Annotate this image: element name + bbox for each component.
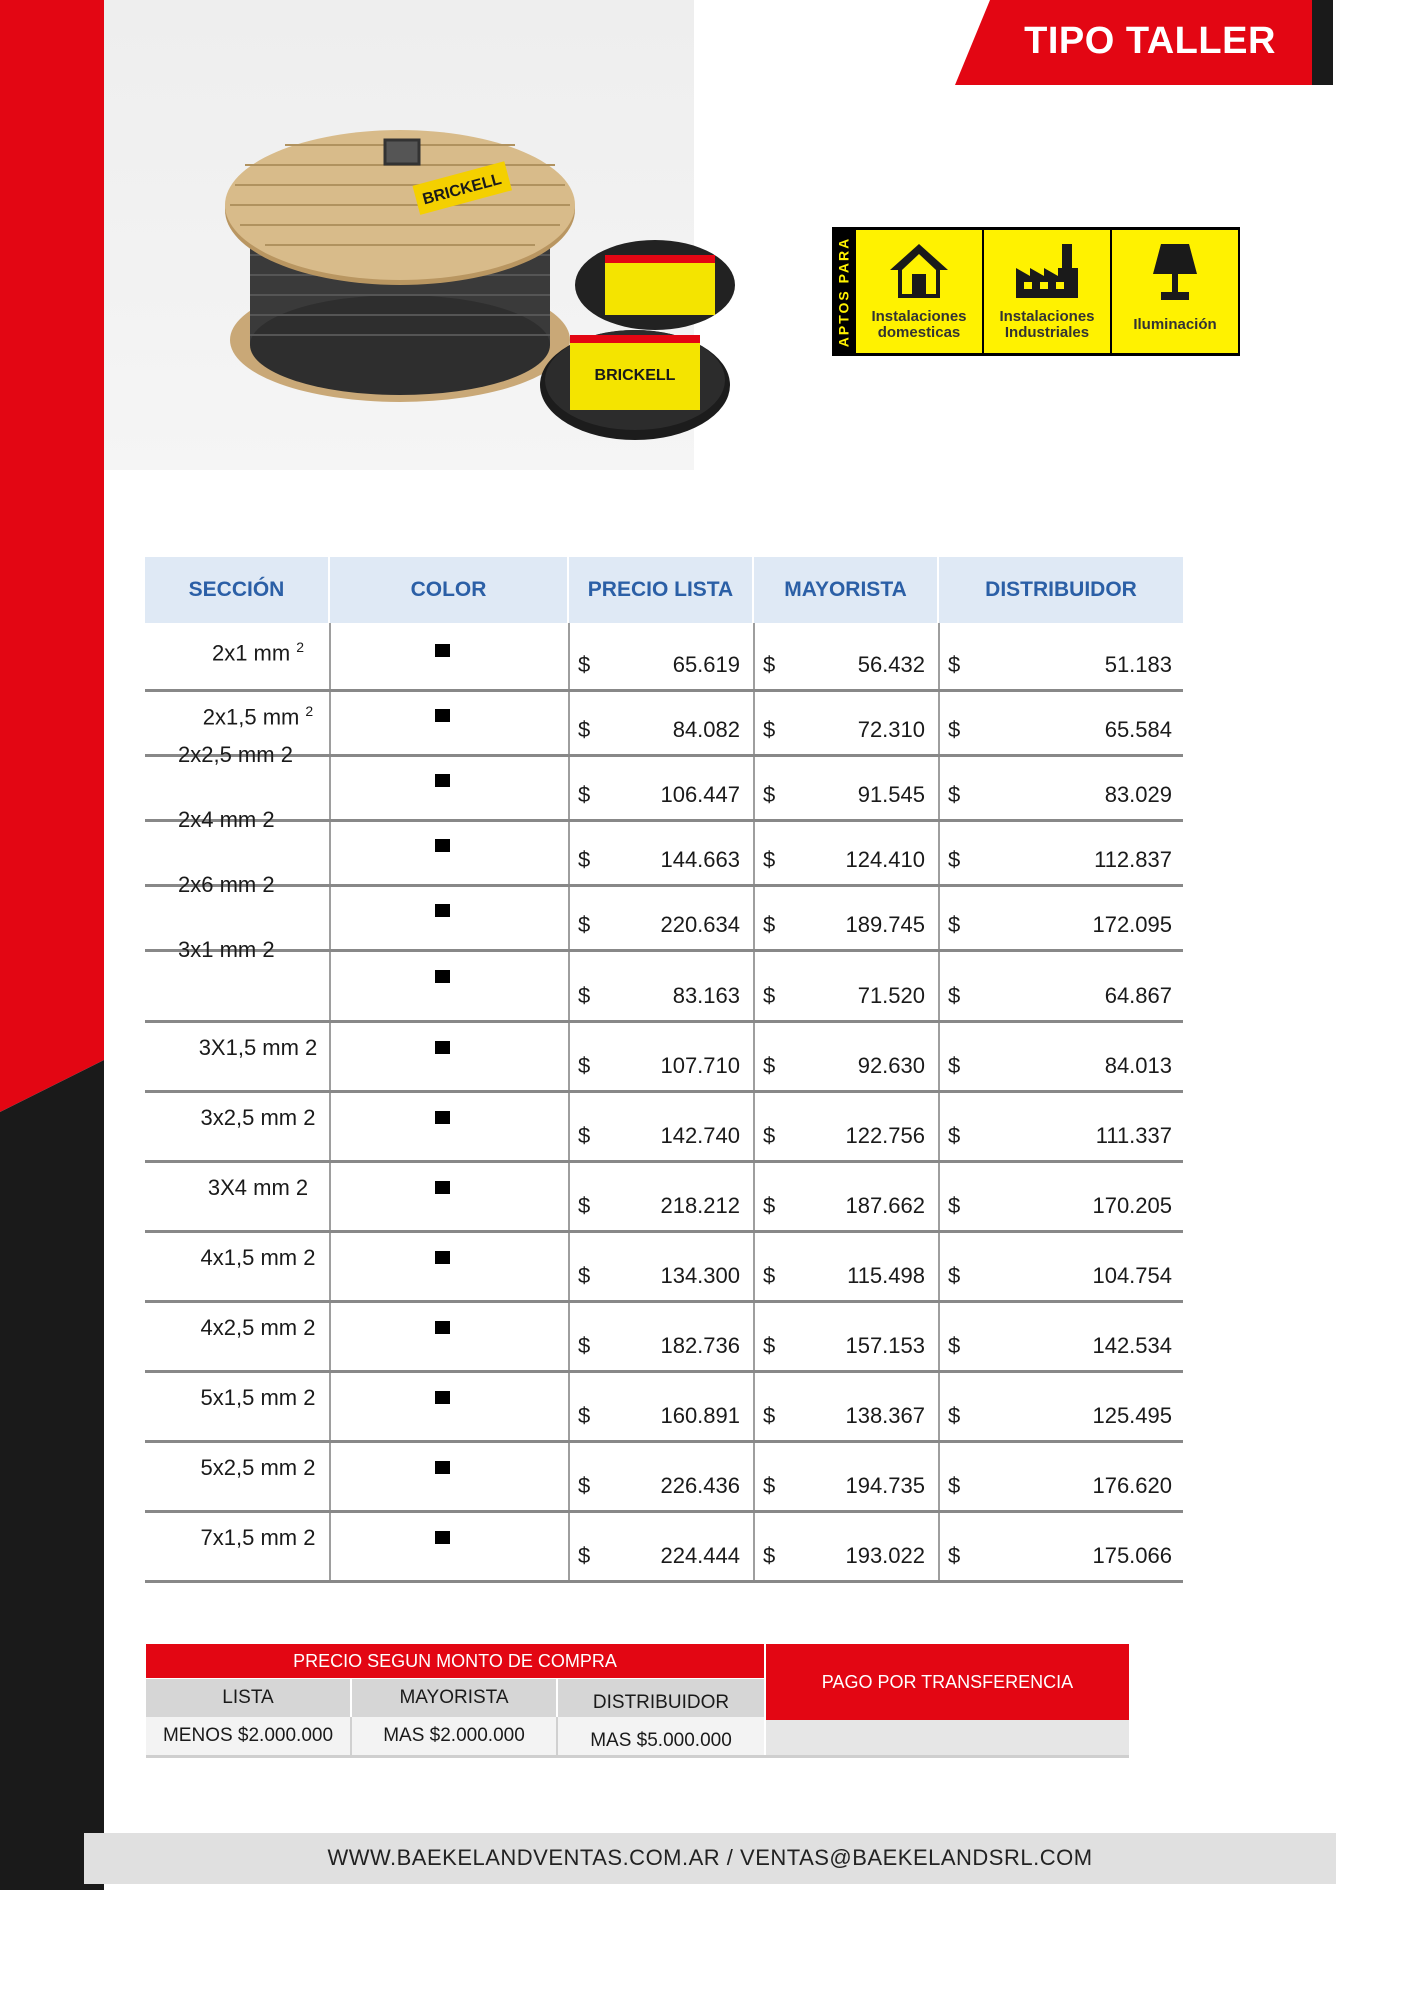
currency-symbol: $: [763, 1193, 776, 1218]
pricing-bottom-divider: [146, 1755, 1129, 1758]
price-lista: 84.082: [672, 717, 740, 742]
table-column-divider: [938, 623, 940, 1580]
price-distribuidor: 142.534: [1092, 1333, 1172, 1358]
section-label: [163, 1105, 353, 1131]
currency-symbol: $: [763, 1053, 776, 1078]
currency-symbol: $: [763, 1473, 776, 1498]
price-mayorista: 72.310: [857, 717, 925, 742]
price-distribuidor: 84.013: [1104, 1053, 1172, 1078]
table-row-divider: [145, 1300, 1183, 1303]
table-row-divider: [145, 1160, 1183, 1163]
apt-item-iluminacion: Iluminación: [1112, 230, 1238, 353]
pricing-col-lista: LISTA: [146, 1679, 352, 1717]
section-text: 2x2,5 mm 2: [178, 742, 293, 767]
currency-symbol: $: [578, 717, 591, 742]
header-precio-lista: PRECIO LISTA: [569, 557, 752, 623]
table-row-divider: [145, 1090, 1183, 1093]
section-text: 2x6 mm 2: [178, 872, 275, 897]
currency-symbol: $: [763, 983, 776, 1008]
section-text: 3X1,5 mm 2: [198, 1035, 318, 1060]
table-row-divider: [145, 1370, 1183, 1373]
currency-symbol: $: [578, 1193, 591, 1218]
color-swatch: [435, 1531, 450, 1544]
apt-item-domesticas: Instalaciones domesticas: [856, 230, 982, 353]
transfer-label: PAGO POR TRANSFERENCIA: [766, 1644, 1129, 1720]
section-superscript: 2: [296, 639, 305, 655]
section-text: 5x1,5 mm 2: [200, 1385, 316, 1410]
price-lista: 83.163: [672, 983, 740, 1008]
section-label: [163, 1455, 353, 1481]
table-row-divider: [145, 689, 1183, 692]
price-mayorista: 157.153: [845, 1333, 925, 1358]
price-lista: 134.300: [660, 1263, 740, 1288]
section-label: [163, 639, 353, 666]
table-column-divider: [753, 623, 755, 1580]
currency-symbol: $: [948, 1123, 961, 1148]
price-lista: 106.447: [660, 782, 740, 807]
section-label: [163, 1315, 353, 1341]
currency-symbol: $: [578, 652, 591, 677]
currency-symbol: $: [578, 1263, 591, 1288]
price-lista: 218.212: [660, 1193, 740, 1218]
currency-symbol: $: [948, 1403, 961, 1428]
color-swatch: [435, 904, 450, 917]
section-text: 3x2,5 mm 2: [200, 1105, 316, 1130]
price-lista: 226.436: [660, 1473, 740, 1498]
price-lista: 65.619: [672, 652, 740, 677]
price-mayorista: 115.498: [847, 1263, 925, 1288]
price-distribuidor: 83.029: [1104, 782, 1172, 807]
section-label: [163, 703, 353, 730]
header-seccion: SECCIÓN: [145, 557, 328, 623]
price-mayorista: 91.545: [857, 782, 925, 807]
price-mayorista: 122.756: [845, 1123, 925, 1148]
currency-symbol: $: [578, 1473, 591, 1498]
price-distribuidor: 175.066: [1092, 1543, 1172, 1568]
section-label: [163, 1175, 353, 1201]
currency-symbol: $: [948, 1473, 961, 1498]
price-mayorista: 193.022: [845, 1543, 925, 1568]
price-lista: 182.736: [660, 1333, 740, 1358]
price-mayorista: 189.745: [845, 912, 925, 937]
footer-contact[interactable]: WWW.BAEKELANDVENTAS.COM.AR / VENTAS@BAEKELANDSRL.COM: [327, 1845, 1093, 1870]
price-distribuidor: 111.337: [1095, 1123, 1172, 1148]
price-mayorista: 138.367: [845, 1403, 925, 1428]
price-mayorista: 124.410: [845, 847, 925, 872]
price-lista: 224.444: [660, 1543, 740, 1568]
currency-symbol: $: [763, 717, 776, 742]
section-label: [178, 937, 368, 963]
brand-label-small: BRICKELL: [594, 367, 676, 384]
header-mayorista: MAYORISTA: [754, 557, 937, 623]
currency-symbol: $: [763, 782, 776, 807]
color-swatch: [435, 644, 450, 657]
section-text: 2x1,5 mm: [202, 704, 300, 730]
price-distribuidor: 125.495: [1092, 1403, 1172, 1428]
currency-symbol: $: [578, 1403, 591, 1428]
apt-item-industriales: Instalaciones Industriales: [984, 230, 1110, 353]
left-decor-bar: [0, 0, 104, 1890]
currency-symbol: $: [763, 652, 776, 677]
currency-symbol: $: [578, 1543, 591, 1568]
section-label: [178, 807, 368, 833]
price-mayorista: 71.520: [857, 983, 925, 1008]
currency-symbol: $: [578, 847, 591, 872]
table-row-divider: [145, 1230, 1183, 1233]
pricing-val-lista: MENOS $2.000.000: [146, 1717, 352, 1755]
currency-symbol: $: [948, 1543, 961, 1568]
section-superscript: 2: [305, 703, 314, 719]
section-text: 7x1,5 mm 2: [200, 1525, 316, 1550]
color-swatch: [435, 1461, 450, 1474]
price-mayorista: 187.662: [845, 1193, 925, 1218]
currency-symbol: $: [578, 1123, 591, 1148]
color-swatch: [435, 774, 450, 787]
currency-symbol: $: [763, 1263, 776, 1288]
color-swatch: [435, 970, 450, 983]
price-lista: 220.634: [660, 912, 740, 937]
currency-symbol: $: [578, 983, 591, 1008]
section-label: [163, 1385, 353, 1411]
currency-symbol: $: [578, 1053, 591, 1078]
currency-symbol: $: [763, 1403, 776, 1428]
currency-symbol: $: [578, 1333, 591, 1358]
currency-symbol: $: [948, 847, 961, 872]
color-swatch: [435, 1321, 450, 1334]
currency-symbol: $: [763, 912, 776, 937]
price-distribuidor: 176.620: [1092, 1473, 1172, 1498]
section-label: [178, 872, 368, 898]
section-text: 5x2,5 mm 2: [200, 1455, 316, 1480]
section-text: 2x4 mm 2: [178, 807, 275, 832]
table-row-divider: [145, 1580, 1183, 1583]
price-lista: 160.891: [660, 1403, 740, 1428]
header-distribuidor: DISTRIBUIDOR: [939, 557, 1183, 623]
factory-icon: [1016, 244, 1078, 298]
price-distribuidor: 51.183: [1104, 652, 1172, 677]
transfer-value-box: [766, 1720, 1129, 1755]
currency-symbol: $: [763, 1333, 776, 1358]
color-swatch: [435, 1391, 450, 1404]
aptos-para-badge: [832, 227, 1240, 356]
section-text: 3X4 mm 2: [207, 1175, 309, 1200]
price-lista: 142.740: [660, 1123, 740, 1148]
brand-label: BRICKELL: [420, 170, 504, 209]
currency-symbol: $: [763, 1543, 776, 1568]
header-color: COLOR: [330, 557, 567, 623]
color-swatch: [435, 839, 450, 852]
currency-symbol: $: [948, 1263, 961, 1288]
price-mayorista: 194.735: [845, 1473, 925, 1498]
page-title: TIPO TALLER: [1024, 20, 1276, 62]
section-label: [163, 1525, 353, 1551]
section-text: 4x1,5 mm 2: [200, 1245, 316, 1270]
house-icon: [890, 244, 948, 298]
aptos-side-label: APTOS PARA: [835, 236, 851, 347]
currency-symbol: $: [578, 912, 591, 937]
price-mayorista: 56.432: [857, 652, 925, 677]
table-column-divider: [568, 623, 570, 1580]
price-distribuidor: 172.095: [1092, 912, 1172, 937]
lamp-icon: [1151, 244, 1199, 302]
currency-symbol: $: [578, 782, 591, 807]
table-row-divider: [145, 1020, 1183, 1023]
currency-symbol: $: [948, 1053, 961, 1078]
section-text: 2x1 mm: [211, 640, 291, 666]
section-text: 3x1 mm 2: [178, 937, 275, 962]
pricing-col-mayorista: MAYORISTA: [352, 1679, 558, 1717]
price-lista: 107.710: [660, 1053, 740, 1078]
currency-symbol: $: [948, 717, 961, 742]
table-row-divider: [145, 1510, 1183, 1513]
currency-symbol: $: [948, 1333, 961, 1358]
pricing-title: PRECIO SEGUN MONTO DE COMPRA: [146, 1644, 764, 1678]
color-swatch: [435, 1041, 450, 1054]
table-row-divider: [145, 1440, 1183, 1443]
color-swatch: [435, 1111, 450, 1124]
price-distribuidor: 65.584: [1104, 717, 1172, 742]
pricing-val-distribuidor: MAS $5.000.000: [558, 1717, 764, 1755]
price-distribuidor: 64.867: [1104, 983, 1172, 1008]
currency-symbol: $: [948, 1193, 961, 1218]
currency-symbol: $: [948, 652, 961, 677]
currency-symbol: $: [763, 1123, 776, 1148]
pricing-col-distribuidor: DISTRIBUIDOR: [558, 1679, 764, 1717]
price-distribuidor: 170.205: [1092, 1193, 1172, 1218]
color-swatch: [435, 709, 450, 722]
currency-symbol: $: [948, 912, 961, 937]
section-label: [163, 1035, 353, 1061]
price-distribuidor: 112.837: [1094, 847, 1172, 872]
section-label: [163, 1245, 353, 1271]
price-mayorista: 92.630: [857, 1053, 925, 1078]
section-text: 4x2,5 mm 2: [200, 1315, 316, 1340]
currency-symbol: $: [948, 782, 961, 807]
color-swatch: [435, 1251, 450, 1264]
cable-reel-image: [225, 95, 765, 455]
pricing-val-mayorista: MAS $2.000.000: [352, 1717, 558, 1755]
currency-symbol: $: [948, 983, 961, 1008]
section-label: [178, 742, 368, 768]
currency-symbol: $: [763, 847, 776, 872]
price-distribuidor: 104.754: [1092, 1263, 1172, 1288]
price-lista: 144.663: [660, 847, 740, 872]
color-swatch: [435, 1181, 450, 1194]
